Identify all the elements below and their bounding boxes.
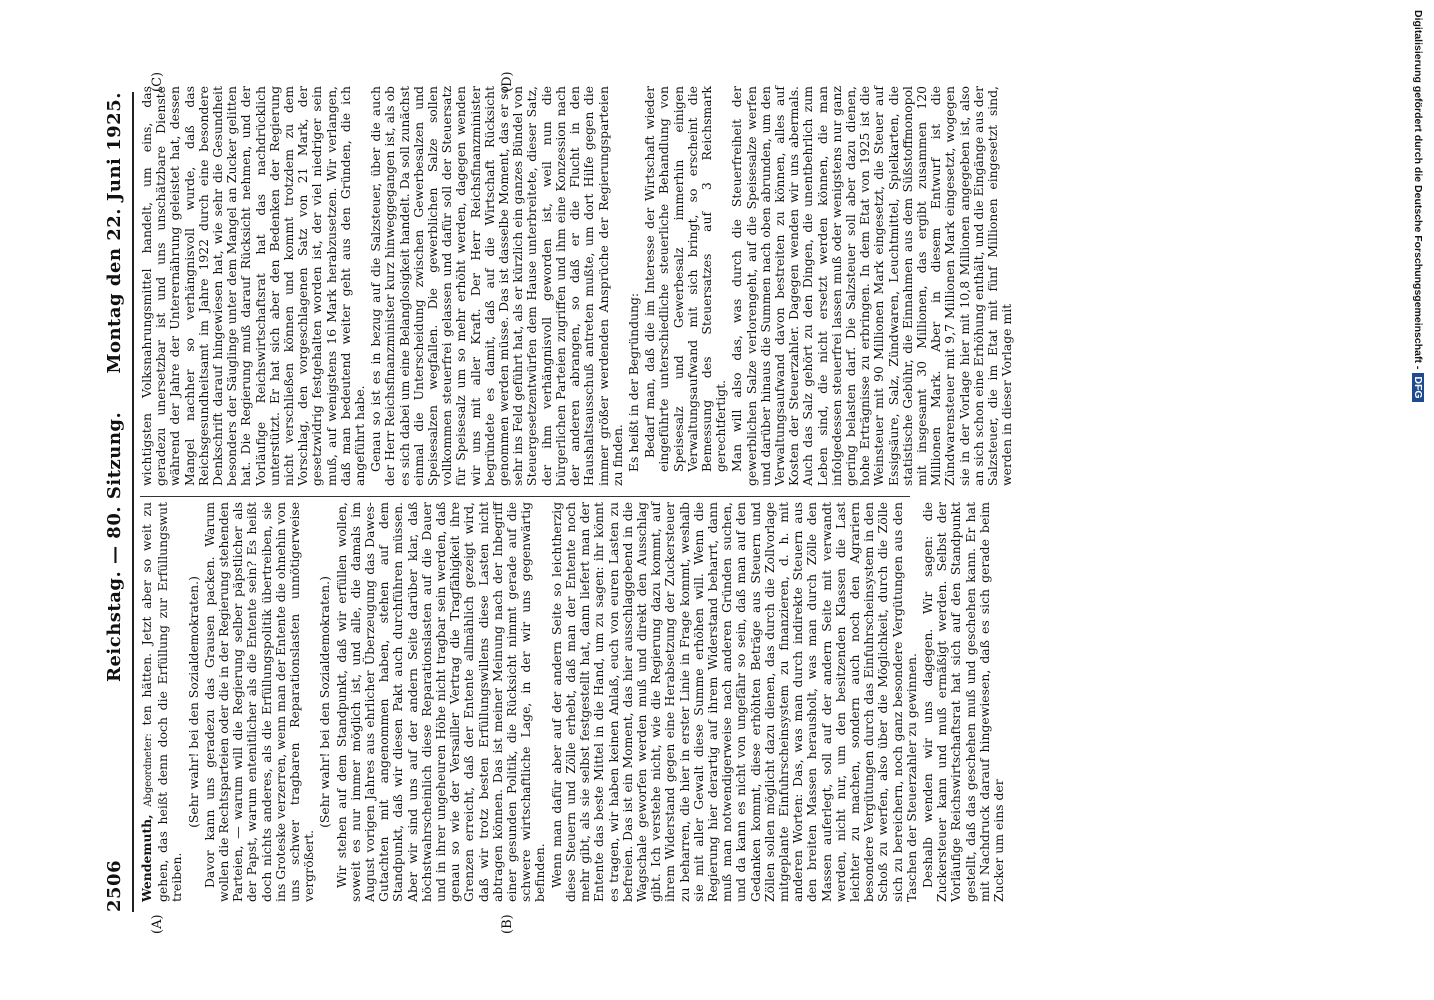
margin-mark-c: (C) xyxy=(150,71,165,92)
session-title: Reichstag. — 80. Sitzung. xyxy=(104,411,125,682)
speaker-role: Abgeordneter: xyxy=(143,733,154,807)
paragraph: Wir stehen auf dem Standpunkt, daß wir erfüllen wollen, soweit es nur immer möglich ist, und alle, die damals im August vorigen Jahres aus ehrlicher Überzeugung das Dawes-Gutachten mit angenommen haben, stehen auf dem Standpunkt, daß wir diesen Pakt auch durchführen müssen. Aber wir sind uns auf der andern Seite darüber klar, daß höchstwahrscheinlich diese Reparationslasten auf die Dauer und in ihrer ungeheuren Höhe nicht tragbar sein werden, daß genau so wie der Versailler Vertrag die Tragfähigkeit ihre Grenzen erreicht, daß der Entente allmählich gezeigt wird, daß wir trotz besten Erfüllungswillens diese Lasten nicht abtragen können. Das ist meiner Meinung nach der Inbegriff einer gesunden Politik, die Rücksicht nimmt gerade auf die schwere wirtschaftliche Lage, in der wir uns gegenwärtig befinden. xyxy=(333,502,548,902)
margin-mark-a: (A) xyxy=(150,914,165,934)
paragraph: Genau so ist es in bezug auf die Salzsteuer, über die auch der Herr Reichsfinanzminister kurz hinweggegangen ist, als ob es sich dabei um eine Belanglosigkeit handelt. Da soll zunächst einmal die Unterscheidung zwischen Gewerbesalzen und Speisesalzen wegfallen. Die gewerblichen Salze sollen vollkommen steuerfrei gelassen und dafür soll der Steuersatz für Speisesalz um so mehr erhöht werden, dagegen wenden wir uns mit aller Kraft. Der Herr Reichsfinanzminister begründete es damit, daß auf die Wirtschaft Rücksicht genommen werden müsse. Das ist dasselbe Moment, das er so sehr ins Feld geführt hat, als er kürzlich ein ganzes Bündel von Steuergesetzentwürfen dem Hause unterbreitete, dieser Satz, der ihm verhängnisvoll geworden ist, weil nun die bürgerlichen Parteien zugriffen und ihm eine Konzession nach der anderen abrangen, so daß er die Flucht in den Haushaltsausschuß antreten mußte, um dort Hilfe gegen die immer größer werdenden Ansprüche der Regierungsparteien zu finden. xyxy=(368,86,625,486)
left-column xyxy=(139,502,1006,902)
paragraph: Deshalb wenden wir uns dagegen. Wir sagen: die Zuckersteuer kann und muß ermäßigt werden. Selbst der Vorläufige Reichswirtschaftsrat hat sich auf den Standpunkt gestellt, daß das geschehen muß und geschehen kann. Er hat mit Nachdruck darauf hingewiesen, daß es sich gerade beim Zucker um eins der xyxy=(919,502,1006,902)
paragraph: Es heißt in der Begründung: xyxy=(625,292,641,472)
margin-mark-d: (D) xyxy=(500,71,515,92)
quotation: Bedarf man, daß die im Interesse der Wirtschaft wieder eingeführte unterschiedliche steuerliche Behandlung von Speisesalz und Gewerbesalz immerhin einigen Verwaltungsaufwand mit sich bringt, so erscheint die Bemessung des Steuersatzes auf 3 Reichsmark gerechtfertigt. xyxy=(642,86,729,472)
paragraph: wichtigsten Volksnahrungsmittel handelt, um eins, das geradezu unersetzbar ist und uns unschätzbare Dienste während der Jahre der Unterernährung geleistet hat, dessen Mangel nachher so verhängnisvoll wurde, daß das Reichsgesundheitsamt im Jahre 1922 durch eine besondere Denkschrift darauf hingewiesen hat, wie sehr die Gesundheit besonders der Säuglinge unter dem Mangel an Zucker gelitten hat. Die Regierung muß darauf Rücksicht nehmen, und der Vorläufige Reichswirtschaftsrat hat das nachdrücklich unterstützt. Er hat sich aber den Bedenken der Regierung nicht verschließen können und kommt trotzdem zu dem Vorschlag, den vorgeschlagenen Satz von 21 Mark, der gesetzwidrig festgehalten worden ist, der viel niedriger sein muß, auf wenigstens 16 Mark herabzusetzen. Wir verlangen, daß man bedeutend weiter geht aus den Gründen, die ich angeführt habe. xyxy=(139,86,368,486)
paragraph: Wenn man dafür aber auf der andern Seite so leichtherzig diese Steuern und Zölle erhebt, daß man der Entente noch mehr gibt, als sie selbst festgestellt hat, dann liefert man der Entente das beste Mittel in die Hand, um zu sagen: ihr könnt es tragen, wir haben keinen Anlaß, euch von euren Lasten zu befreien. Das ist ein Moment, das hier ausschlaggebend in die Wagschale geworfen werden muß und direkt den Ausschlag gibt. Ich verstehe nicht, wie die Regierung dazu kommt, auf ihrem Widerstand gegen eine Herabsetzung der Zuckersteuer zu beharren, die hier in erster Linie in Frage kommt, weshalb sie mit aller Gewalt diese Summe erhöhen will. Wenn die Regierung hier derartig auf ihrem Widerstand beharrt, dann muß man notwendigerweise nach anderen Gründen suchen, und da kann es nicht von ungefähr so sein, daß man auf den Gedanken kommt, diese erhöhten Beträge aus Steuern und Zöllen sollen möglicht dazu dienen, das durch die Zollvorlage mitgeplante Einfuhrscheinsystem zu finanzieren, d. h. mit anderen Worten: Das, was man durch indirekte Steuern aus den breiten Massen herausholt, was man durch Zölle den Massen auferlegt, soll auf der andern Seite mit verwandt werden, nicht nur, um den besitzenden Klassen die Last leichter zu machen, sondern auch noch den Agrariern besondere Vergütungen durch das Einfuhrscheinsystem in den Schoß zu werfen, also über die Möglichkeit, durch die Zölle sich zu bereichern, noch ganz besondere Vergütungen aus den Taschen der Steuerzahler zu gewinnen. xyxy=(548,502,919,902)
digitization-credit xyxy=(1408,10,1428,990)
paragraph: Davor kann uns geradezu das Grausen packen. Warum wollen die Rechtsparteien oder die in der Regierung stehenden Parteien, — warum will die Regierung selber päpstlicher als der Papst, warum entenitlicher als die Entente sein? Es heißt doch nichts anderes, als die Erfüllungspolitik übertreiben, sie ins Groteske verzerren, wenn man der Entente die ohnehin von uns schwer tragbaren Reparationslasten unnötigerweise vergrößert. xyxy=(201,502,317,902)
right-column xyxy=(139,86,1015,486)
page-number: 2506 xyxy=(104,859,125,912)
interjection: (Sehr wahr! bei den Sozialdemokraten.) xyxy=(185,576,201,828)
session-date: Montag den 22. Juni 1925. xyxy=(104,92,125,374)
speaker-name: Wendemuth, xyxy=(139,814,154,902)
column-divider xyxy=(140,496,910,497)
paragraph: ten hätten. Jetzt aber so weit zu gehen, das heißt denn doch die Erfüllung zur Erfüllungswut treiben. xyxy=(139,502,185,902)
paragraph: Man will also das, was durch die Steuerfreiheit der gewerblichen Salze verlorengeht, auf die Speisesalze werfen und darüber hinaus die Summen nach oben abrunden, um den Verwaltungsaufwand davon bestreiten zu können, alles auf Kosten der Steuerzahler. Dagegen wenden wir uns abermals. Auch das Salz gehört zu den Dingen, die unentbehrlich zum Leben sind, die nicht ersetzt werden können, die man infolgedessen steuerfrei lassen muß oder wenigstens nur ganz gering belasten darf. Die Salzsteuer soll aber dazu dienen, hohe Erträgnisse zu erbringen. In dem Etat von 1925 ist die Weinsteuer mit 90 Millionen Mark eingesetzt, die Steuer auf Essigsäure, Salz, Zündwaren, Leuchtmittel, Spielkarten, die statistische Gebühr, die Einnahmen aus dem Süßstoffmonopol mit insgesamt 30 Millionen, das ergibt zusammen 120 Millionen Mark. Aber in diesem Entwurf ist die Zündwarensteuer mit 9,7 Millionen Mark eingesetzt, wogegen sie in der Vorlage hier mit 10,8 Millionen angegeben ist, also an sich schon eine Erhöhung enthält, und die Eingänge aus der Salzsteuer, die im Etat mit fünf Millionen eingesetzt sind, werden in dieser Vorlage mit xyxy=(729,86,1015,486)
dfg-logo: DFG xyxy=(1412,373,1424,401)
credit-text: Digitalisierung gefördert durch die Deutsche Forschungsgemeinschaft - xyxy=(1412,10,1424,370)
margin-mark-b: (B) xyxy=(500,914,515,934)
page-header xyxy=(100,92,134,912)
interjection: (Sehr wahr! bei den Sozialdemokraten.) xyxy=(317,576,333,828)
